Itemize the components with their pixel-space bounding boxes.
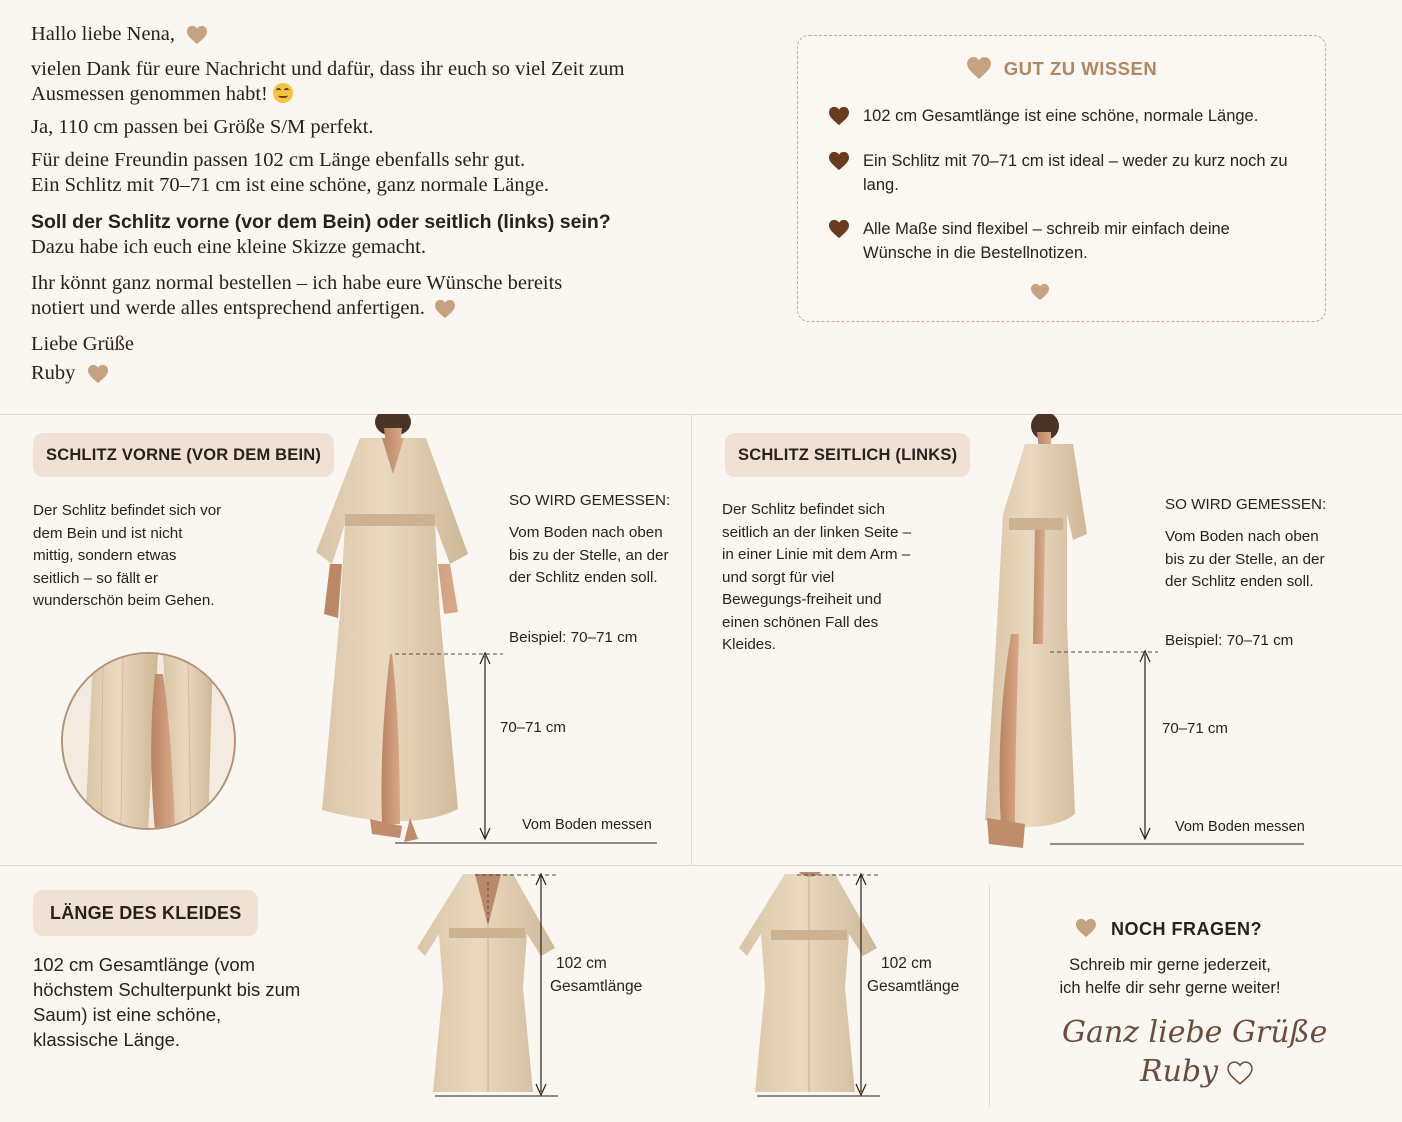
divider	[0, 414, 1402, 415]
info-item	[828, 217, 1288, 265]
signature-name: Ruby	[1140, 1054, 1219, 1089]
front-slit-description: Der Schlitz befindet sich vor dem Bein und ist nicht mittig, sondern etwas seitlich – so fällt er wunderschön beim Gehen.	[33, 502, 222, 609]
questions-text	[1020, 954, 1320, 1000]
divider	[989, 885, 990, 1107]
heart-icon	[1075, 918, 1097, 938]
letter-thanks: vielen Dank für eure Nachricht und dafür, dass ihr euch so viel Zeit zum Ausmessen genommen habt!	[31, 58, 625, 105]
letter-length: Für deine Freundin passen 102 cm Länge ebenfalls sehr gut.	[31, 149, 526, 171]
side-measure-text: Vom Boden nach oben bis zu der Stelle, an der der Schlitz enden soll.	[1165, 528, 1325, 590]
letter-slit: Ein Schlitz mit 70–71 cm ist eine schöne, ganz normale Länge.	[31, 174, 550, 196]
side-example: Beispiel: 70–71 cm	[1165, 632, 1294, 649]
info-item-text: Ein Schlitz mit 70–71 cm ist ideal – weder zu kurz noch zu lang.	[863, 152, 1288, 194]
questions-line-2: ich helfe dir sehr gerne weiter!	[1059, 979, 1281, 997]
divider	[0, 865, 1402, 866]
questions-line-1: Schreib mir gerne jederzeit,	[1069, 956, 1271, 974]
front-floor-label: Vom Boden messen	[522, 817, 652, 833]
heart-icon	[828, 106, 850, 126]
info-item	[828, 104, 1288, 128]
front-length-label: Gesamtlänge	[550, 978, 643, 995]
heart-icon	[434, 299, 456, 319]
greeting: Hallo liebe Nena,	[31, 23, 176, 45]
side-measure-value: 70–71 cm	[1162, 720, 1228, 737]
front-example: Beispiel: 70–71 cm	[509, 629, 638, 646]
letter	[31, 22, 671, 396]
letter-size: Ja, 110 cm passen bei Größe S/M perfekt.	[31, 116, 374, 138]
questions-heading	[1075, 918, 1262, 940]
smile-emoji-icon	[273, 83, 293, 103]
side-measure-title: SO WIRD GEMESSEN:	[1165, 496, 1327, 513]
good-to-know-title-text: GUT ZU WISSEN	[1003, 58, 1158, 79]
dress-back-image	[737, 868, 887, 1100]
front-slit-title: SCHLITZ VORNE (VOR DEM BEIN)	[33, 433, 334, 477]
side-slit-description: Der Schlitz befindet sich seitlich an der linken Seite – in einer Linie mit dem Arm – und sorgt für viel Bewegungs-freiheit und einen schönen Fall des Kleides.	[722, 501, 912, 653]
back-length-label: Gesamtlänge	[867, 978, 960, 995]
front-length-value: 102 cm	[556, 955, 607, 972]
good-to-know-title	[798, 56, 1325, 80]
heart-icon	[966, 56, 992, 80]
heart-icon	[1030, 283, 1050, 301]
signature-greeting: Ganz liebe Grüße	[1062, 1015, 1328, 1050]
letter-question: Soll der Schlitz vorne (vor dem Bein) oder seitlich (links) sein?	[31, 211, 611, 233]
heart-icon	[186, 25, 208, 45]
back-length-value: 102 cm	[881, 955, 932, 972]
front-measure-title: SO WIRD GEMESSEN:	[509, 492, 671, 509]
front-measure-text: Vom Boden nach oben bis zu der Stelle, an der der Schlitz enden soll.	[509, 524, 669, 586]
letter-closing: Liebe Grüße	[31, 333, 135, 355]
good-to-know-box	[797, 35, 1326, 322]
dress-front-image	[415, 868, 565, 1100]
length-text: 102 cm Gesamtlänge (vom höchstem Schulterpunkt bis zum Saum) ist eine schöne, klassische Länge.	[33, 954, 301, 1050]
letter-order: Ihr könnt ganz normal bestellen – ich habe eure Wünsche bereits notiert und werde alles entsprechend anfertigen.	[31, 272, 563, 319]
heart-icon	[87, 364, 109, 384]
questions-title: NOCH FRAGEN?	[1111, 919, 1262, 939]
slit-detail-image	[61, 652, 236, 830]
side-floor-label: Vom Boden messen	[1175, 819, 1305, 835]
side-slit-title: SCHLITZ SEITLICH (LINKS)	[725, 433, 970, 477]
front-measure-value: 70–71 cm	[500, 719, 566, 736]
info-item-text: 102 cm Gesamtlänge ist eine schöne, normale Länge.	[863, 107, 1259, 125]
letter-sketch: Dazu habe ich euch eine kleine Skizze gemacht.	[31, 236, 427, 258]
divider	[691, 414, 692, 865]
letter-name: Ruby	[31, 362, 76, 384]
info-item-text: Alle Maße sind flexibel – schreib mir einfach deine Wünsche in die Bestellnotizen.	[863, 220, 1230, 262]
info-item	[828, 149, 1288, 197]
length-title: LÄNGE DES KLEIDES	[33, 890, 258, 936]
heart-icon	[828, 219, 850, 239]
heart-outline-icon	[1227, 1061, 1253, 1085]
heart-icon	[828, 151, 850, 171]
